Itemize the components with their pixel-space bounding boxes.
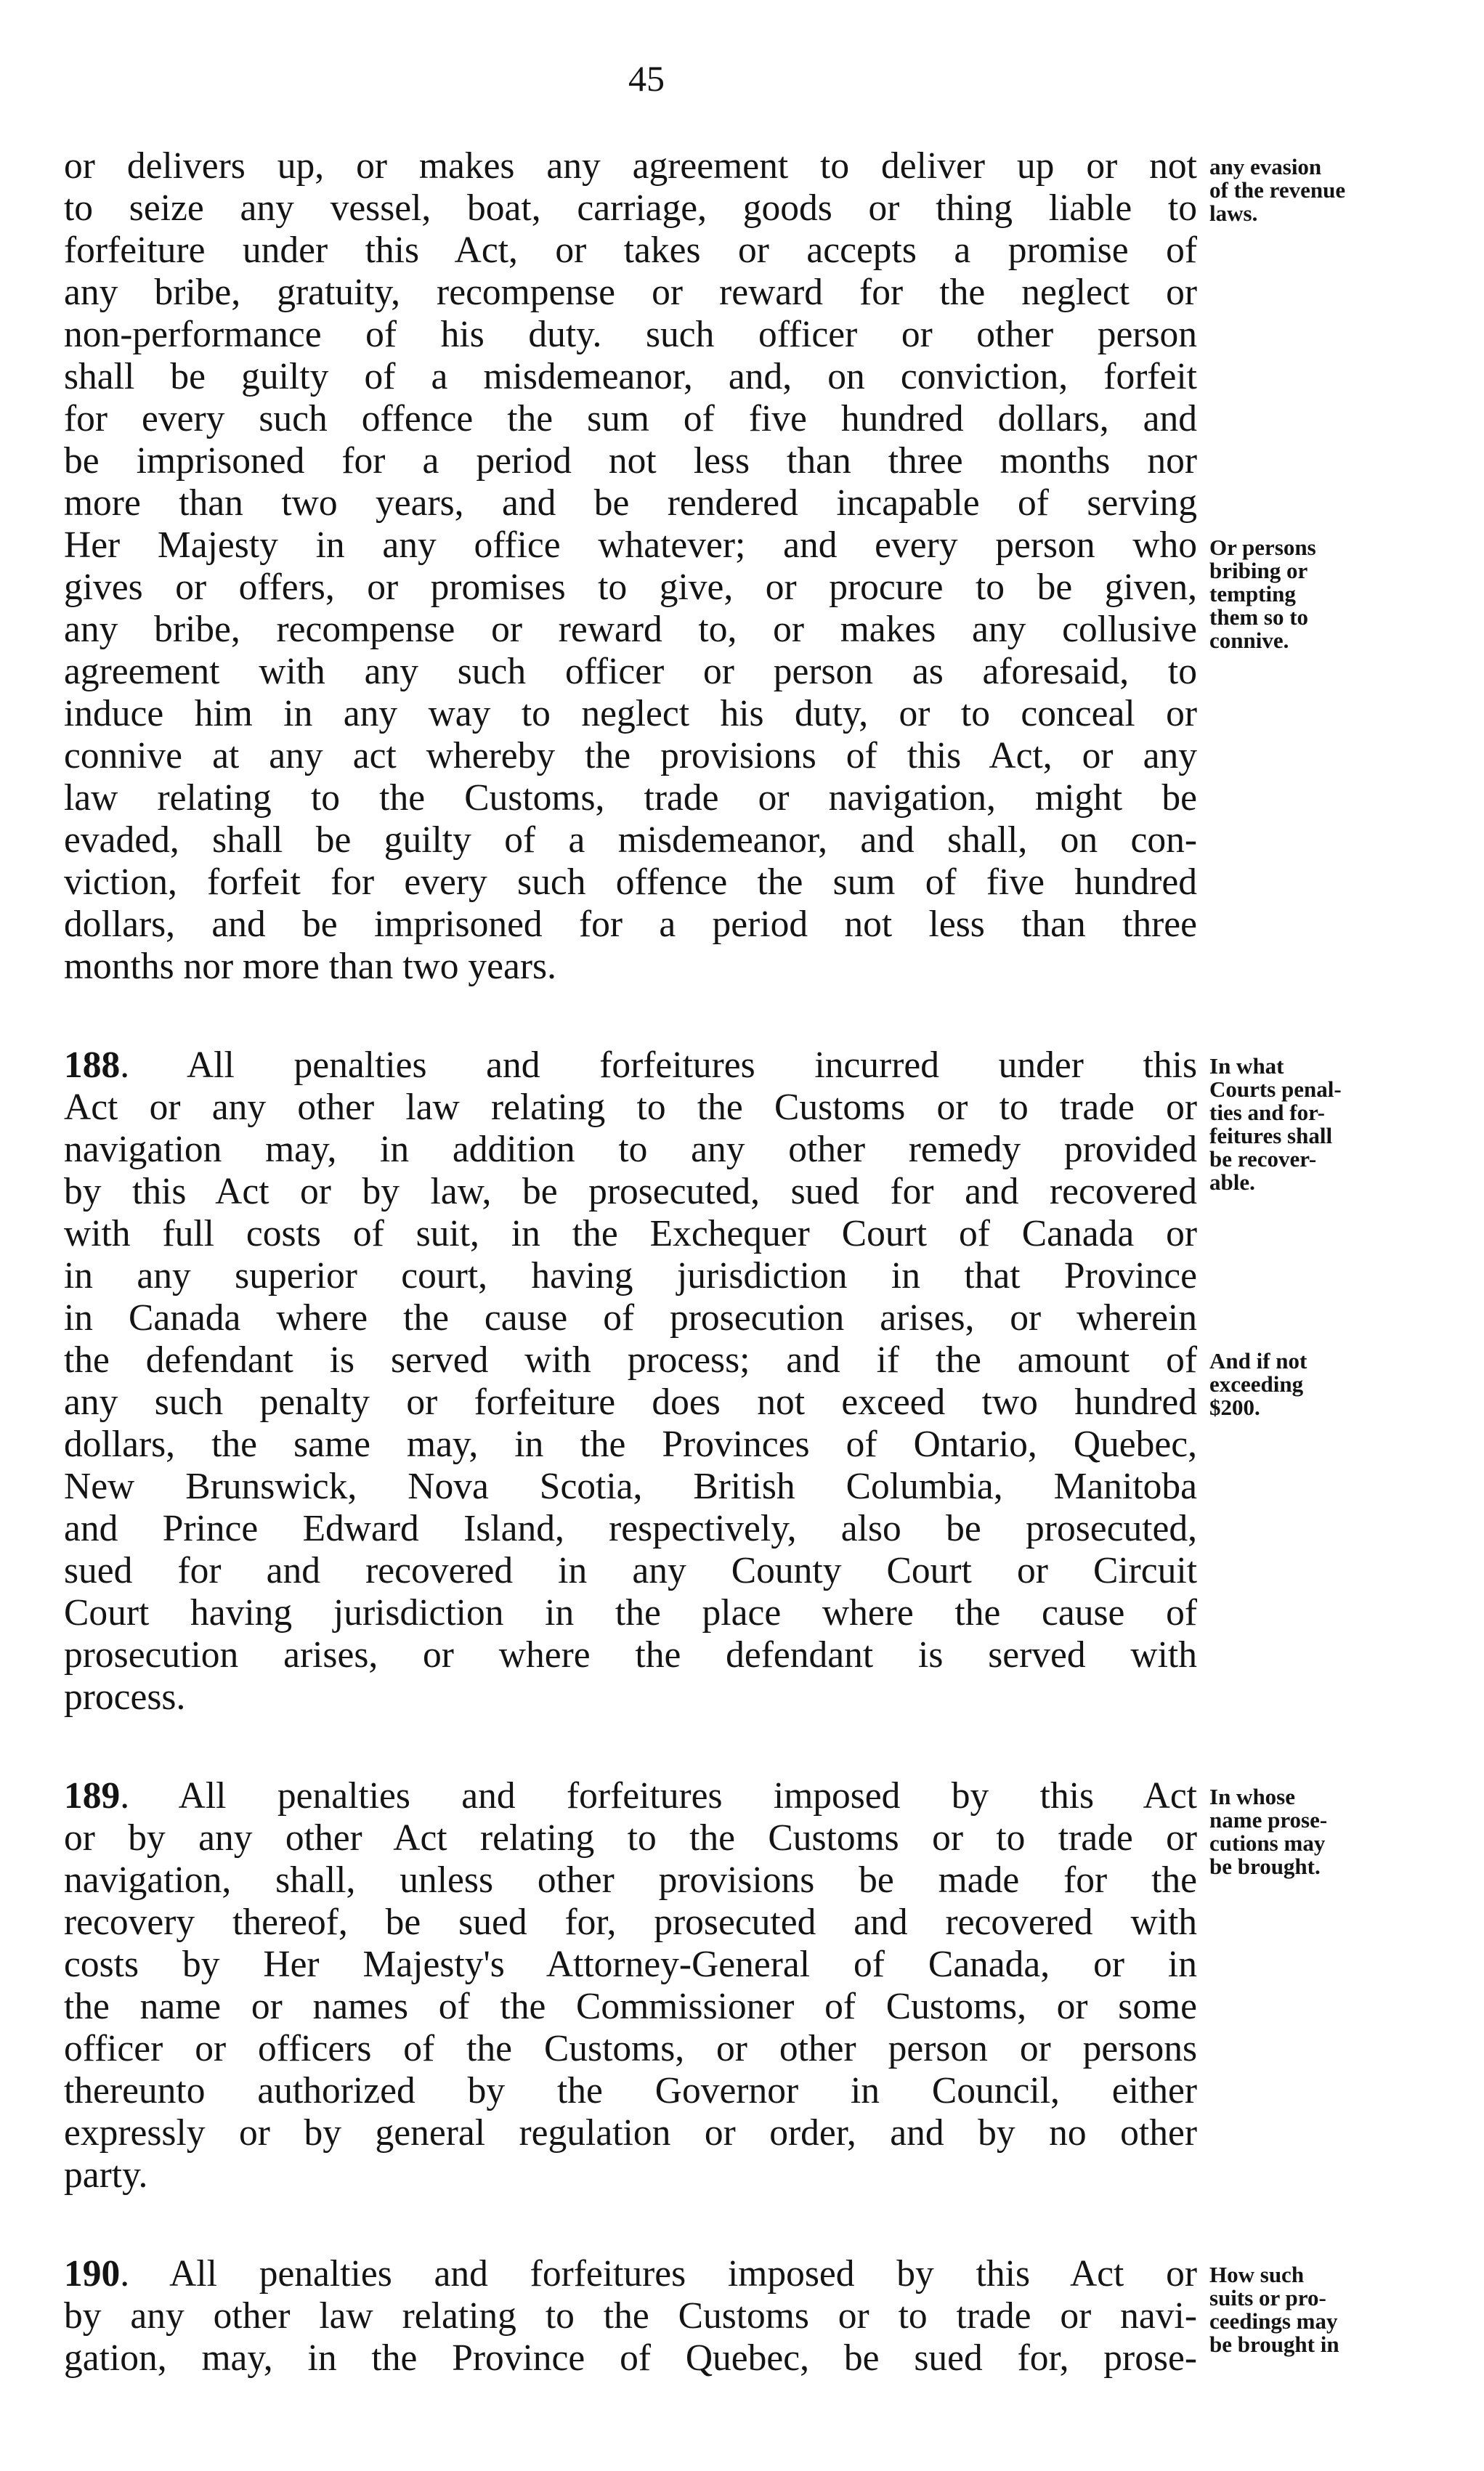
paragraph-line [64, 1044, 1197, 1087]
section-number: 190 [64, 2253, 121, 2294]
marginal-note-line: name prose- [1209, 1807, 1328, 1833]
paragraph-line: gation, may, in the Province of Quebec, be sued for, prose- [64, 2337, 1197, 2379]
paragraph-line: any bribe, gratuity, recompense or reward for the neglect or [64, 272, 1197, 313]
paragraph-line: Court having jurisdiction in the place where the cause of [64, 1592, 1197, 1634]
marginal-note-line: be brought in [1209, 2332, 1339, 2357]
paragraph-line: expressly or by general regulation or order, and by no other [64, 2112, 1197, 2154]
paragraph-line: process. [64, 1676, 186, 1718]
section-text: . All penalties and forfeitures imposed by this Act or [120, 2253, 1197, 2294]
paragraph-line: the defendant is served with process; and if the amount of [64, 1339, 1197, 1381]
marginal-note-line: able. [1209, 1169, 1255, 1195]
paragraph-line: or by any other Act relating to the Customs or to trade or [64, 1817, 1197, 1859]
paragraph-line: in any superior court, having jurisdiction in that Province [64, 1255, 1197, 1297]
marginal-note-line: In what [1209, 1053, 1284, 1079]
paragraph-line: or delivers up, or makes any agreement to deliver up or not [64, 145, 1197, 187]
paragraph-line: more than two years, and be rendered incapable of serving [64, 482, 1197, 524]
paragraph-line: any bribe, recompense or reward to, or makes any collusive [64, 609, 1197, 650]
paragraph-line: navigation, shall, unless other provisions be made for the [64, 1859, 1197, 1901]
paragraph-line: dollars, the same may, in the Provinces of Ontario, Quebec, [64, 1424, 1197, 1465]
paragraph-line: to seize any vessel, boat, carriage, goods or thing liable to [64, 187, 1197, 229]
paragraph-line: gives or offers, or promises to give, or procure to be given, [64, 567, 1197, 608]
marginal-note-line: And if not [1209, 1348, 1307, 1374]
paragraph-line: agreement with any such officer or person as aforesaid, to [64, 651, 1197, 692]
page-number: 45 [628, 58, 665, 99]
marginal-note-line: In whose [1209, 1784, 1296, 1809]
marginal-note-line: any evasion [1209, 154, 1322, 179]
paragraph-line: forfeiture under this Act, or takes or accepts a promise of [64, 230, 1197, 271]
paragraph-line: in Canada where the cause of prosecution arises, or wherein [64, 1297, 1197, 1339]
marginal-note-line: tempting [1209, 581, 1296, 606]
section-text: . All penalties and forfeitures incurred under this [120, 1044, 1197, 1086]
paragraph-line: navigation may, in addition to any other remedy provided [64, 1129, 1197, 1170]
marginal-note-line: suits or pro- [1209, 2285, 1326, 2310]
marginal-note-line: of the revenue [1209, 177, 1346, 203]
section-text: . All penalties and forfeitures imposed by this Act [120, 1775, 1197, 1817]
paragraph-line: any such penalty or forfeiture does not exceed two hundred [64, 1381, 1197, 1423]
marginal-note-line: Or persons [1209, 535, 1316, 560]
paragraph-line: with full costs of suit, in the Exchequer Court of Canada or [64, 1213, 1197, 1254]
marginal-note-line: exceeding [1209, 1371, 1304, 1397]
marginal-note-line: be recover- [1209, 1146, 1317, 1172]
paragraph-line [64, 2253, 1197, 2295]
paragraph-line: be imprisoned for a period not less than three months nor [64, 440, 1197, 482]
marginal-note-line: $200. [1209, 1395, 1260, 1420]
section-number: 188 [64, 1044, 121, 1086]
paragraph-line: by this Act or by law, be prosecuted, sued for and recovered [64, 1171, 1197, 1212]
paragraph-line: by any other law relating to the Customs or to trade or navi- [64, 2295, 1197, 2337]
paragraph-line: months nor more than two years. [64, 946, 556, 987]
marginal-note-line: cutions may [1209, 1830, 1326, 1856]
paragraph-line: non-performance of his duty. such officer or other person [64, 314, 1197, 355]
paragraph-line: officer or officers of the Customs, or other person or persons [64, 2028, 1197, 2069]
paragraph-line: thereunto authorized by the Governor in Council, either [64, 2070, 1197, 2111]
paragraph-line: recovery thereof, be sued for, prosecuted and recovered with [64, 1902, 1197, 1943]
paragraph-line: induce him in any way to neglect his duty, or to conceal or [64, 693, 1197, 734]
paragraph-line: Act or any other law relating to the Customs or to trade or [64, 1087, 1197, 1128]
paragraph-line: costs by Her Majesty's Attorney-General of Canada, or in [64, 1944, 1197, 1985]
paragraph-line: viction, forfeit for every such offence the sum of five hundred [64, 861, 1197, 903]
marginal-note-line: How such [1209, 2262, 1305, 2287]
marginal-note-line: feitures shall [1209, 1123, 1333, 1148]
marginal-note-line: be brought. [1209, 1854, 1321, 1879]
paragraph-line: party. [64, 2154, 148, 2196]
paragraph-line [64, 1775, 1197, 1817]
paragraph-line: Her Majesty in any office whatever; and every person who [64, 524, 1197, 566]
section-number: 189 [64, 1775, 121, 1817]
marginal-note-line: them so to [1209, 604, 1309, 630]
paragraph-line: shall be guilty of a misdemeanor, and, on conviction, forfeit [64, 356, 1197, 397]
marginal-note-line: laws. [1209, 200, 1258, 226]
marginal-note-line: ties and for- [1209, 1100, 1325, 1125]
paragraph-line: dollars, and be imprisoned for a period not less than three [64, 904, 1197, 945]
paragraph-line: law relating to the Customs, trade or navigation, might be [64, 777, 1197, 819]
marginal-note-line: connive. [1209, 628, 1289, 653]
paragraph-line: evaded, shall be guilty of a misdemeanor, and shall, on con- [64, 819, 1197, 861]
paragraph-line: for every such offence the sum of five hundred dollars, and [64, 398, 1197, 439]
paragraph-line: and Prince Edward Island, respectively, also be prosecuted, [64, 1508, 1197, 1549]
marginal-note-line: bribing or [1209, 558, 1308, 583]
paragraph-line: the name or names of the Commissioner of Customs, or some [64, 1986, 1197, 2027]
paragraph-line: sued for and recovered in any County Court or Circuit [64, 1550, 1197, 1591]
marginal-note-line: Courts penal- [1209, 1076, 1342, 1102]
marginal-note-line: ceedings may [1209, 2308, 1338, 2334]
paragraph-line: New Brunswick, Nova Scotia, British Columbia, Manitoba [64, 1466, 1197, 1507]
paragraph-line: prosecution arises, or where the defendant is served with [64, 1634, 1197, 1676]
paragraph-line: connive at any act whereby the provisions of this Act, or any [64, 735, 1197, 776]
